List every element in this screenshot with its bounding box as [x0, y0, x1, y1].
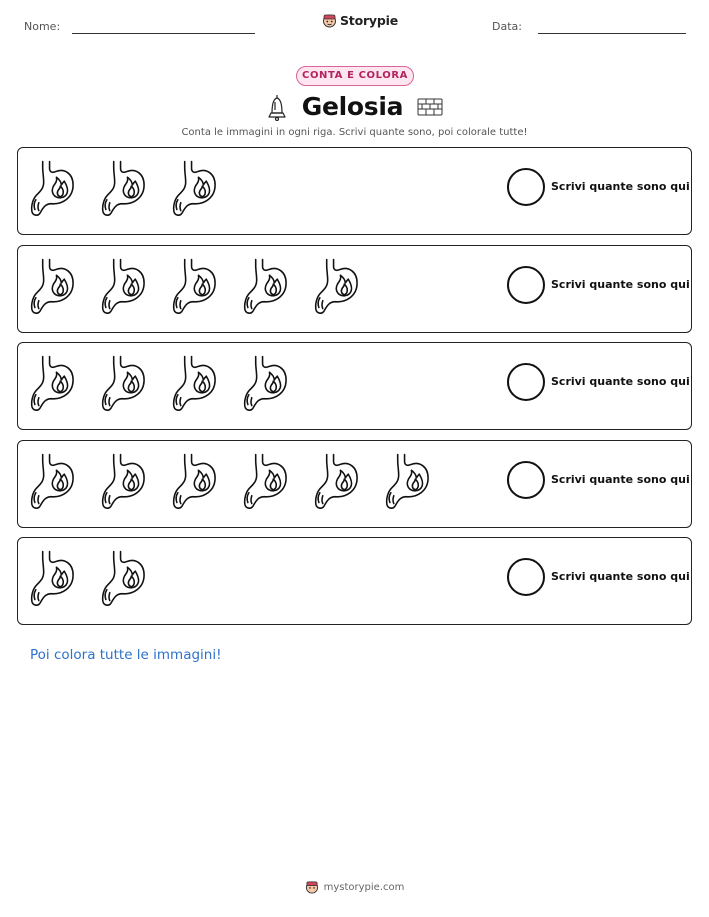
stomach-fire-icon	[28, 256, 77, 316]
answer-label: Scrivi quante sono qui	[551, 473, 690, 486]
stomach-fire-icon	[241, 353, 290, 413]
storypie-logo	[322, 13, 398, 28]
answer-label: Scrivi quante sono qui	[551, 570, 690, 583]
stomach-fire-icon	[99, 451, 148, 511]
stomach-fire-icon	[312, 451, 361, 511]
stomach-fire-icon	[241, 256, 290, 316]
stomach-fire-icon	[28, 451, 77, 511]
stomach-fire-icon	[28, 158, 77, 218]
stomach-fire-icon	[383, 451, 432, 511]
brand-name: Storypie	[340, 13, 398, 28]
icon-group	[28, 548, 148, 608]
answer-label: Scrivi quante sono qui	[551, 278, 690, 291]
stomach-fire-icon	[99, 548, 148, 608]
stomach-fire-icon	[28, 353, 77, 413]
instructions: Conta le immagini in ogni riga. Scrivi quante sono, poi colorale tutte!	[181, 127, 528, 138]
activity-badge: CONTA E COLORA	[296, 66, 414, 86]
answer-circle[interactable]	[507, 168, 545, 206]
answer-circle[interactable]	[507, 266, 545, 304]
count-row	[17, 440, 692, 528]
icon-group	[28, 158, 219, 218]
stomach-fire-icon	[241, 451, 290, 511]
stomach-fire-icon	[170, 158, 219, 218]
bell-icon	[266, 93, 288, 121]
count-row	[17, 342, 692, 430]
stomach-fire-icon	[312, 256, 361, 316]
answer-label: Scrivi quante sono qui	[551, 180, 690, 193]
stomach-fire-icon	[99, 353, 148, 413]
name-field[interactable]	[72, 33, 255, 34]
storypie-mascot-icon	[305, 880, 319, 894]
count-row	[17, 245, 692, 333]
stomach-fire-icon	[170, 353, 219, 413]
stomach-fire-icon	[99, 158, 148, 218]
title-row	[0, 92, 709, 121]
name-label: Nome:	[24, 20, 61, 33]
date-field[interactable]	[538, 33, 686, 34]
count-row	[17, 537, 692, 625]
answer-label: Scrivi quante sono qui	[551, 375, 690, 388]
brick-wall-icon	[417, 98, 443, 116]
answer-circle[interactable]	[507, 558, 545, 596]
answer-circle[interactable]	[507, 363, 545, 401]
icon-group	[28, 353, 290, 413]
page-title: Gelosia	[301, 92, 404, 121]
stomach-fire-icon	[170, 256, 219, 316]
icon-group	[28, 451, 432, 511]
stomach-fire-icon	[170, 451, 219, 511]
site-url: mystorypie.com	[323, 881, 405, 893]
storypie-mascot-icon	[322, 13, 337, 28]
icon-group	[28, 256, 361, 316]
site-footer	[0, 880, 709, 894]
coloring-reminder: Poi colora tutte le immagini!	[30, 647, 222, 663]
stomach-fire-icon	[28, 548, 77, 608]
count-row	[17, 147, 692, 235]
date-label: Data:	[492, 20, 522, 33]
answer-circle[interactable]	[507, 461, 545, 499]
stomach-fire-icon	[99, 256, 148, 316]
